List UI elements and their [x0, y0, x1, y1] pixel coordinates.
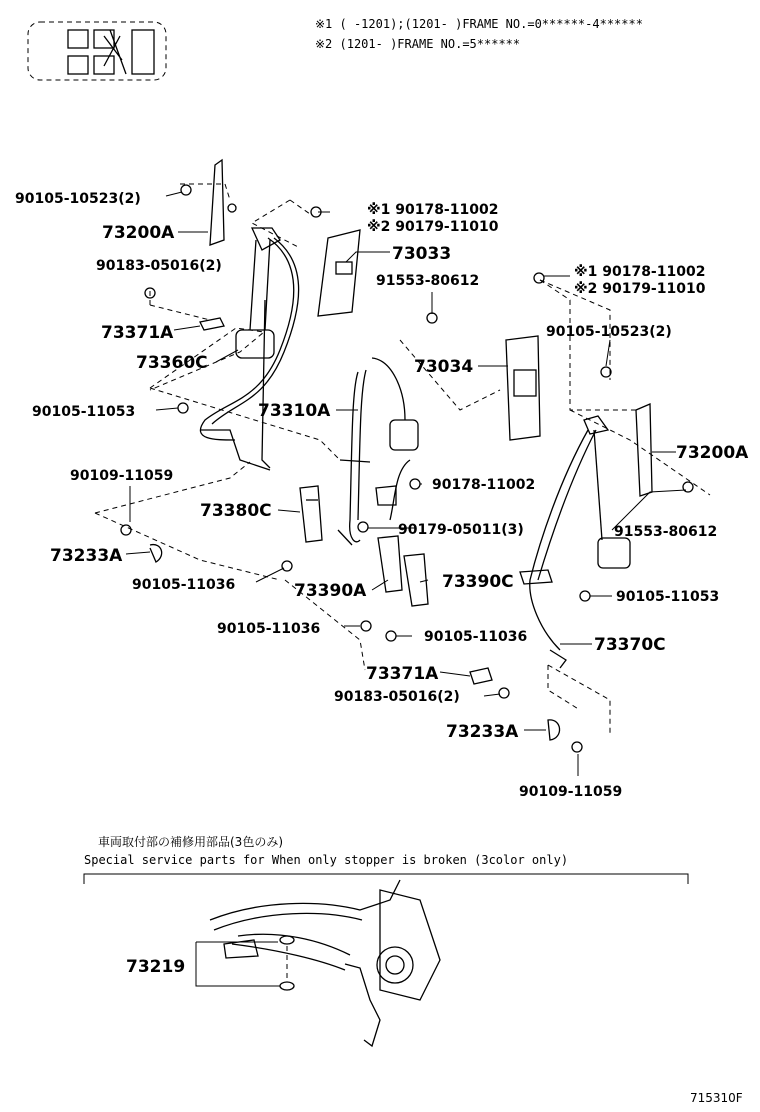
label-90183-05016-lower: 90183-05016(2): [334, 689, 460, 705]
label-90179-05011: 90179-05011(3): [398, 522, 524, 538]
stopper-73371A-lower: [470, 668, 492, 684]
label-90105-11053-right: 90105-11053: [616, 589, 720, 605]
label-91553-80612-center: 91553-80612: [376, 273, 480, 289]
label-91553-80612-right: 91553-80612: [614, 524, 718, 540]
label-73034: 73034: [414, 357, 474, 377]
buckle-73390C: [404, 554, 428, 606]
label-90105-11053-left: 90105-11053: [32, 404, 136, 420]
label-73219: 73219: [126, 957, 186, 977]
section-title-en: Special service parts for When only stopper is broken (3color only): [84, 853, 569, 867]
section-title-jp: 車両取付部の補修用部品(3色のみ): [98, 835, 283, 849]
pillar-garnish-73033: [318, 230, 360, 316]
label-note1-part-left: ※1 90178-11002: [367, 202, 499, 218]
cover-73233A-left: [150, 545, 162, 562]
vehicle-location-icon: [28, 22, 166, 80]
label-73200A-right: 73200A: [676, 443, 749, 463]
label-note1-part-right: ※1 90178-11002: [574, 264, 706, 280]
label-73390A: 73390A: [294, 581, 367, 601]
left-seat-belt-assembly: [200, 160, 299, 470]
service-part-illustration: [210, 880, 440, 1046]
note-2: ※2 (1201- )FRAME NO.=5******: [315, 37, 521, 51]
label-73371A-lower: 73371A: [366, 664, 439, 684]
label-73380C: 73380C: [200, 501, 272, 521]
section-bracket: [84, 874, 688, 884]
label-73033: 73033: [392, 244, 452, 264]
label-90105-10523-left: 90105-10523(2): [15, 191, 141, 207]
center-seat-belt-assembly: [338, 358, 418, 545]
label-90109-11059-right: 90109-11059: [519, 784, 623, 800]
diagram-code: 715310F: [690, 1091, 743, 1105]
label-73233A-left: 73233A: [50, 546, 123, 566]
cover-73233A-right: [548, 720, 560, 740]
label-90105-11036-b: 90105-11036: [217, 621, 321, 637]
label-73310A: 73310A: [258, 401, 331, 421]
note-1: ※1 ( -1201);(1201- )FRAME NO.=0******-4******: [315, 17, 643, 31]
label-90183-05016-upper: 90183-05016(2): [96, 258, 222, 274]
label-73233A-right: 73233A: [446, 722, 519, 742]
pillar-garnish-73034: [506, 336, 540, 440]
label-73200A-left: 73200A: [102, 223, 175, 243]
label-note2-part-left: ※2 90179-11010: [367, 219, 499, 235]
label-90105-10523-right: 90105-10523(2): [546, 324, 672, 340]
label-90105-11036-a: 90105-11036: [132, 577, 236, 593]
label-90178-11002-center: 90178-11002: [432, 477, 536, 493]
label-73370C: 73370C: [594, 635, 666, 655]
label-90105-11036-c: 90105-11036: [424, 629, 528, 645]
label-90109-11059-left: 90109-11059: [70, 468, 174, 484]
label-73360C: 73360C: [136, 353, 208, 373]
label-73390C: 73390C: [442, 572, 514, 592]
label-note2-part-right: ※2 90179-11010: [574, 281, 706, 297]
bracket-73219: [196, 942, 280, 986]
buckle-73380C: [300, 486, 322, 542]
label-73371A-upper: 73371A: [101, 323, 174, 343]
